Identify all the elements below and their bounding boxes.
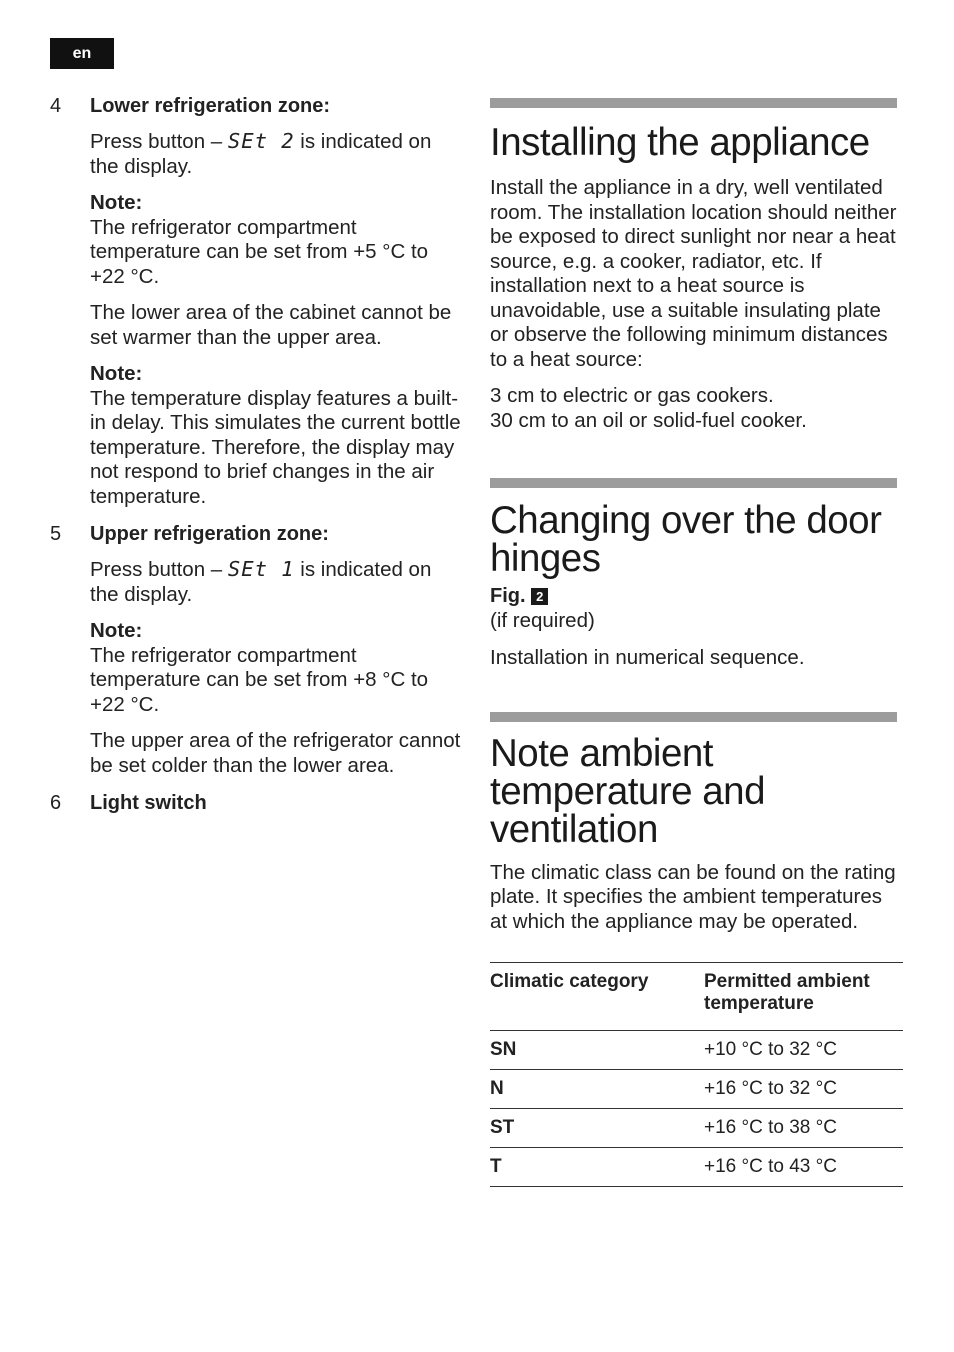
list-item-upper-zone <box>50 521 462 778</box>
table-cell-temp: +16 °C to 32 °C <box>689 1070 903 1109</box>
note-text: The refrigerator compartment temperature can be set from +5 °C to +22 °C. <box>90 215 429 288</box>
hinges-paragraph: Installation in numerical sequence. <box>490 646 805 669</box>
table-cell-class: N <box>490 1070 689 1109</box>
item-number: 5 <box>50 523 62 545</box>
table-header-row <box>490 963 903 1031</box>
note-label: Note: <box>90 191 143 214</box>
distance-oil: 30 cm to an oil or solid-fuel cooker. <box>490 408 807 432</box>
item-heading: Upper refrigeration zone: <box>90 523 329 545</box>
table-row <box>490 1031 903 1070</box>
language-badge: en <box>50 38 114 69</box>
table-header-cell: Permitted ambient temperature <box>689 963 903 1031</box>
note-label: Note: <box>90 362 143 385</box>
left-column <box>50 93 462 826</box>
item-number: 4 <box>50 95 62 117</box>
fig-label: Fig. <box>490 585 526 607</box>
press-button-instruction: Press button – SEt 1 is indicated on the display. <box>90 557 432 606</box>
section-divider-bar <box>490 478 897 488</box>
table-cell-class: SN <box>490 1031 689 1070</box>
table-cell-class: ST <box>490 1109 689 1148</box>
item-heading: Lower refrigeration zone: <box>90 95 331 117</box>
list-item-lower-zone <box>50 93 462 509</box>
section-divider-bar <box>490 712 897 722</box>
section-title-installing: Installing the appliance <box>490 121 870 164</box>
paragraph: The upper area of the refrigerator cannot be set colder than the lower area. <box>90 729 461 777</box>
list-item-light-switch <box>50 790 462 816</box>
note-block <box>90 619 462 717</box>
distance-electric: 3 cm to electric or gas cookers. <box>490 384 774 407</box>
note-block <box>90 191 462 289</box>
table-row <box>490 1148 903 1187</box>
table-cell-class: T <box>490 1148 689 1187</box>
table-header-cell: Climatic category <box>490 963 689 1031</box>
note-block <box>90 362 462 509</box>
table-cell-temp: +16 °C to 43 °C <box>689 1148 903 1187</box>
table-cell-temp: +10 °C to 32 °C <box>689 1031 903 1070</box>
note-text: The temperature display features a built-in delay. This simulates the current bottle temperature. Therefore, the display may not respond to brief changes in the air temperature. <box>90 386 461 508</box>
display-code: SEt 1 <box>227 557 295 581</box>
fig-number-box: 2 <box>531 588 548 605</box>
item-number: 6 <box>50 792 62 814</box>
right-column <box>490 98 903 1187</box>
fig-note: (if required) <box>490 608 595 632</box>
item-heading: Light switch <box>90 792 207 814</box>
section-title-ambient: Note ambient temperature and ventilation <box>490 731 766 851</box>
climate-table <box>490 962 903 1187</box>
note-label: Note: <box>90 619 143 642</box>
table-cell-temp: +16 °C to 38 °C <box>689 1109 903 1148</box>
figure-reference <box>490 584 903 609</box>
paragraph: The lower area of the cabinet cannot be set warmer than the upper area. <box>90 301 452 349</box>
table-row <box>490 1070 903 1109</box>
section-title-hinges: Changing over the door hinges <box>490 499 882 580</box>
press-button-instruction: Press button – SEt 2 is indicated on the display. <box>90 129 432 178</box>
installing-paragraph: Install the appliance in a dry, well ventilated room. The installation location should neither be exposed to direct sunlight nor near a heat source, e.g. a cooker, radiator, etc. If installation next to a heat source is unavoidable, use a suitable insulating plate or observe the following minimum distances to a heat source: <box>490 176 897 371</box>
note-text: The refrigerator compartment temperature can be set from +8 °C to +22 °C. <box>90 643 429 716</box>
ambient-paragraph: The climatic class can be found on the rating plate. It specifies the ambient temperatures at which the appliance may be operated. <box>490 860 896 933</box>
table-row <box>490 1109 903 1148</box>
section-divider-bar <box>490 98 897 108</box>
display-code: SEt 2 <box>227 129 295 153</box>
